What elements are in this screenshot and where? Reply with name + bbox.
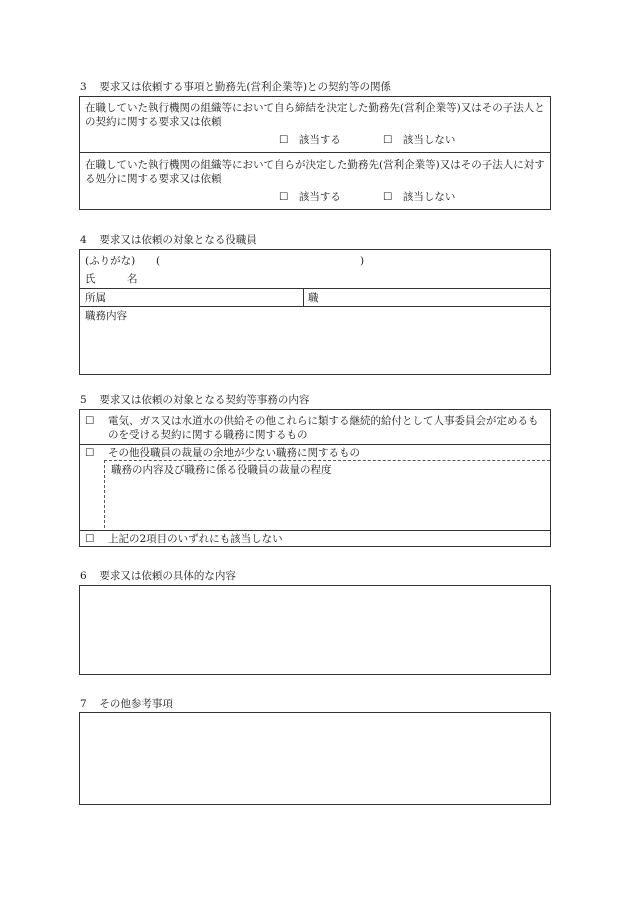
affiliation-label: 所属 <box>85 292 106 304</box>
section-4-divider-1 <box>80 288 550 289</box>
section-3-title: 要求又は依頼する事項と勤務先(営利企業等)との契約等の関係 <box>99 81 392 93</box>
option-2-text: その他役職員の裁量の余地が少ない職務に関するもの <box>108 447 360 459</box>
section-3-row1-text: 在職していた執行機関の組織等において自ら締結を決定した勤務先(営利企業等)又はその子法人との契約に関する要求又は依頼 <box>85 102 545 128</box>
section-7-title: その他参考事項 <box>99 698 173 710</box>
section-3-table <box>79 96 551 210</box>
option-2-detail-field[interactable] <box>108 478 548 526</box>
section-5-heading <box>80 393 309 407</box>
section-4-column-divider <box>303 288 304 306</box>
section-3-row1-applicable-checkbox[interactable]: ☐ 該当する <box>279 134 341 146</box>
section-5-divider-2 <box>80 530 550 531</box>
position-label: 職 <box>308 292 319 304</box>
furigana-paren-open: ( <box>156 255 161 267</box>
option-1-checkbox[interactable]: ☐ <box>85 415 95 427</box>
section-4-number: 4 <box>80 234 87 246</box>
section-5-title: 要求又は依頼の対象となる契約等事務の内容 <box>99 394 310 406</box>
section-7-content-box[interactable] <box>79 712 551 805</box>
option-2-sub-label: 職務の内容及び職務に係る役職員の裁量の程度 <box>111 464 332 476</box>
section-5-number: 5 <box>80 394 87 406</box>
option-2-checkbox[interactable]: ☐ <box>85 447 95 459</box>
section-3-number: 3 <box>80 81 87 93</box>
section-6-number: 6 <box>80 570 87 582</box>
section-6-heading <box>80 569 236 583</box>
option-2-dashed-rule <box>104 460 550 461</box>
section-3-row2-applicable-checkbox[interactable]: ☐ 該当する <box>279 191 341 203</box>
option-3-text: 上記の2項目のいずれにも該当しない <box>108 533 283 545</box>
section-4-title: 要求又は依頼の対象となる役職員 <box>99 234 257 246</box>
section-6-title: 要求又は依頼の具体的な内容 <box>99 570 236 582</box>
section-3-row2-text: 在職していた執行機関の組織等において自らが決定した勤務先(営利企業等)又はその子法人に対する処分に関する要求又は依頼 <box>85 159 545 185</box>
name-label: 氏 名 <box>85 273 138 285</box>
section-7-number: 7 <box>80 698 87 710</box>
option-2-dashed-indent <box>104 460 105 528</box>
section-5-table <box>79 409 551 547</box>
section-5-divider-1 <box>80 444 550 445</box>
section-3-row1-not-applicable-checkbox[interactable]: ☐ 該当しない <box>383 134 456 146</box>
section-3-row-divider <box>80 152 550 153</box>
duties-field[interactable] <box>82 324 548 372</box>
option-3-checkbox[interactable]: ☐ <box>85 533 95 545</box>
name-field[interactable] <box>150 270 540 286</box>
furigana-paren-close: ) <box>360 255 365 267</box>
section-4-heading <box>80 233 257 247</box>
furigana-field[interactable] <box>150 252 350 268</box>
section-3-heading <box>80 80 391 94</box>
option-1-text: 電気、ガス又は水道水の供給その他これらに類する継続的給付として人事委員会が定めるものを受ける契約に関する職務に関するもの <box>108 415 539 441</box>
section-3-row2-not-applicable-checkbox[interactable]: ☐ 該当しない <box>383 191 456 203</box>
section-6-content-box[interactable] <box>79 585 551 675</box>
furigana-label: (ふりがな) <box>85 255 136 267</box>
section-4-table <box>79 249 551 375</box>
section-7-heading <box>80 697 173 711</box>
section-4-divider-2 <box>80 306 550 307</box>
duties-label: 職務内容 <box>85 310 127 322</box>
